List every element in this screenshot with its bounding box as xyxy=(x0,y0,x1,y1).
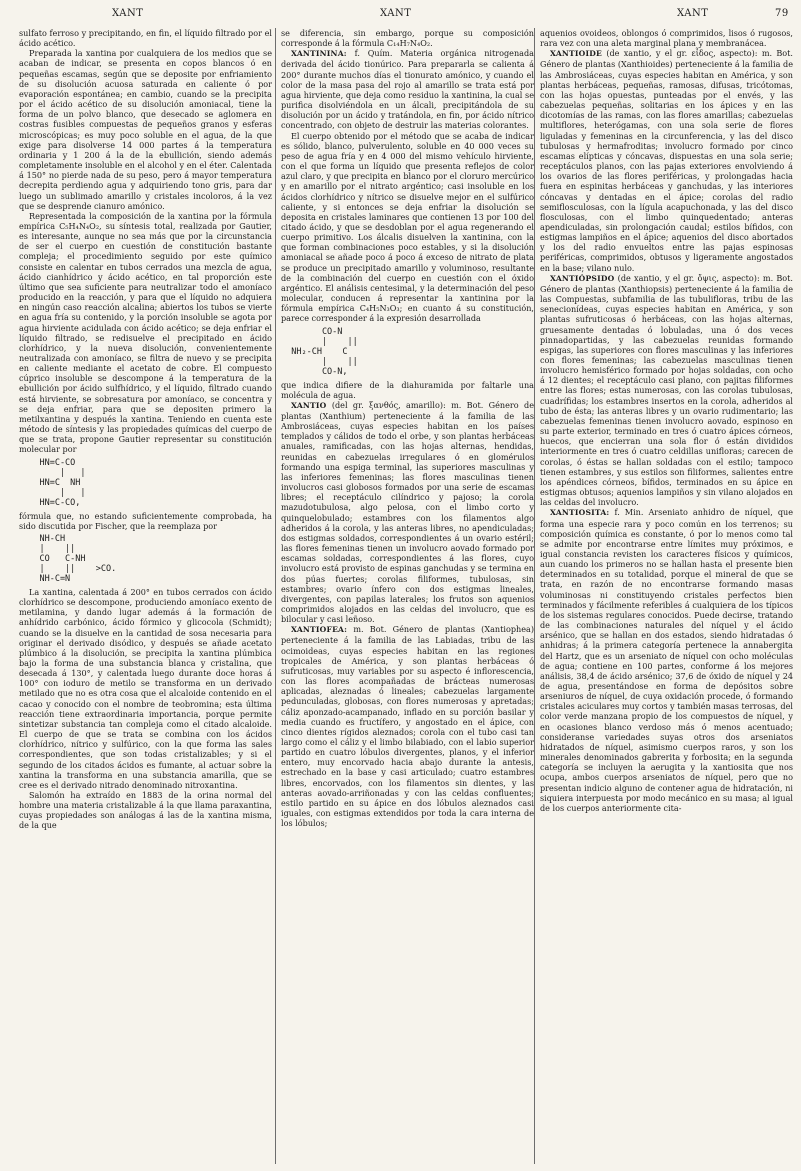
page-number: 79 xyxy=(775,8,789,19)
paragraph: Salomón ha extraído en 1883 de la orina normal del hombre una materia cristalizable á la que llama paraxantina, cuyas propiedades son análogas á las de la xantina misma, de la que xyxy=(19,790,272,831)
headword-xantiopsido: XANTIÓPSIDO xyxy=(550,273,615,283)
running-head-left: XANT xyxy=(112,8,144,19)
entry-text: (de xantio, y el gr. ὄψις, aspecto): m. Bot. Género de plantas (Xanthiopsis) perteneciente á la familia de las Compuestas, subfamilia de las tubulifloras, tribu de las senecionídeas, cuyas especies habitan en América, y son plantas sufruticosas ó herbáceas, con las hojas alternas, gruesamente dentadas ó lobuladas, una ó dos veces pinnadopartidas, y las cabezuelas reunidas formando espigas, las superiores con flores masculinas y las inferiores con flores femeninas; las cabezuelas masculinas tienen involucro hemisférico formado por hojas soldadas, con ocho á 12 dientes; el receptáculo casi plano, con pajitas filiformes entre las flores; estas numerosas, con las corolas tubulosas, cuadrífidas; los estambres insertos en la corola, adheridos al tubo de ésta; las anteras libres y un ovario rudimentario; las cabezuelas femeninas tienen involucro aovado, espinoso en su parte exterior, terminado en tres ó cuatro ápices córneos, huecos, que encierran una sola flor ó están divididos interiormente en tres ó cuatro celdillas unifloras; carecen de corolas, ó éstas se hallan soldadas con el estilo; tampoco tienen estambres, y sus estilos son filiformes, salientes entre los apéndices córneos, bífidos, terminados en su ápice en estigmas obtusos; aquenios lampiños y sin vilano alojados en las celdas del involucro. xyxy=(540,272,793,508)
paragraph: aquenios ovoideos, oblongos ó comprimidos, lisos ó rugosos, rara vez con una aleta marginal plana y membranácea. xyxy=(540,28,793,49)
entry-text: f. Quím. Materia orgánica nitrogenada derivada del ácido tionúrico. Para prepararla se calienta á 200° durante muchos días el tionurato amónico, y cuando el color de la masa pasa del rojo al amarillo se trata está por agua hirviente, que deja como residuo la xantinina, la cual se purifica disolviéndola en un álcali, precipitándola de su disolución por un ácido y tratándola, en fin, por ácido nítrico concentrado, con objeto de destruir las materias colorantes. xyxy=(281,48,534,131)
entry-text: f. Min. Arseniato anhidro de níquel, que forma una especie rara y poco común en los terrenos; su composición química es constante, ó por lo menos como tal se admite por encontrarse entre límites muy próximos, e igual constancia revisten los caracteres físicos y químicos, aun cuando los primeros no se hallan hasta el presente bien determinados en su totalidad, porque el mineral de que se trata, en razón de no encontrarse formando masas voluminosas ni constituyendo cristales perfectos bien terminados y fácilmente referibles á cualquiera de los típicos de los sistemas regulares conocidos. Puede decirse, tratando de las combinaciones naturales del níquel y el ácido arsénico, que se hallan en dos estados, siendo hidratadas ó anhidras; á la primera categoría pertenece la annabergita del Hartz, que es un arseniato de níquel con ocho moléculas de agua; contiene en 100 partes, conforme á los mejores análisis, 38,4 de ácido arsénico; 37,6 de óxido de níquel y 24 de agua, presentándose en forma de depósitos sobre arseniuros de níquel, de cuya oxidación procede, ó formando cristales aciculares muy cortos y también masas terrosas, del color verde manzana propio de los compuestos de níquel, y en ocasiones blanco verdoso más ó menos acentuado; consideranse variedades suyas otros dos arseniatos hidratados de níquel, asimismo cuerpos raros, y son los minerales denominados gabrerita y forbosita; en la segunda categoría se incluyen la aerugita y la xantiosita que nos ocupa, ambos cuerpos arseniatos de níquel, pero que no presentan indicio alguno de contener agua de hidratación, ni siquiera interpuesta por modo mecánico en su masa; al igual de los cuerpos anteriormente cita- xyxy=(540,507,793,813)
page-header xyxy=(0,8,801,24)
paragraph: se diferencia, sin embargo, porque su composición corresponde á la fórmula C₁₄H₇N₄O₂. xyxy=(281,28,534,49)
headword-xantiosita: XANTIOSITA: xyxy=(550,508,610,518)
headword-xantio: XANTIO xyxy=(291,400,327,410)
paragraph: El cuerpo obtenido por el método que se acaba de indicar es sólido, blanco, pulverulento, soluble en 40 000 veces su peso de agua fría y en 4 000 del mismo vehículo hirviente, con el que forma un líquido que presenta reflejos de color azul claro, y que precipita en blanco por el cloruro mercúrico y en amarillo por el nitrato argéntico; casi insoluble en los ácidos clorhídrico y nítrico se disuelve mejor en el sulfúrico caliente, y si entonces se deja enfriar la disolución se deposita en cristales laminares que contienen 13 por 100 del citado ácido, y que se desdoblan por el agua regenerando el cuerpo primitivo. Los álcalis disuelven la xantinina, con la que forman combinaciones poco estables, y si la disolución amoniacal se añade poco á poco á exceso de nitrato de plata se produce un precipitado amarillo y voluminoso, resultante de la combinación del cuerpo en cuestión con el óxido argéntico. El análisis centesimal, y la determinación del peso molecular, conducen á representar la xantinina por la fórmula empírica C₄H₅N₃O₃; en cuanto á su constitución, parece corresponder á la expresión desarrollada xyxy=(281,130,534,324)
column-left xyxy=(19,28,272,1164)
paragraph: La xantina, calentada á 200° en tubos cerrados con ácido clorhídrico se descompone, produciendo amoníaco exento de metilamina, y dando lugar además á la formación de anhídrido carbónico, ácido fórmico y glicocola (Schmidt); cuando se la disuelve en la cantidad de sosa necesaria para originar el derivado disódico, y después se añade acetato plúmbico á la disolución, se precipita la xantina plúmbica bajo la forma de una substancia blanca y cristalina, que desecada á 130°, y calentada luego durante doce horas á 100° con ioduro de metilo se transforma en un derivado metilado que no es otra cosa que el alcaloide contenido en el cacao y conocido con el nombre de teobromina; esta última reacción tiene extraordinaria importancia, porque permite sintetizar substancia tan compleja como el citado alcaloide. El cuerpo de que se trata se combina con los ácidos clorhídrico, nítrico y sulfúrico, con la que forma las sales correspondientes, que son todas cristalizables; y si el segundo de los citados ácidos es fumante, al actuar sobre la xantina la transforma en una substancia amarilla, que se cree es el derivado nitrado denominado nitroxantina. xyxy=(19,586,272,790)
paragraph: Representada la composición de la xantina por la fórmula empírica C₅H₄N₄O₂, su síntesis total, realizada por Gautier, es interesante, aunque no sea más que por la circunstancia de ser el cuerpo en cuestión de constitución bastante compleja; el procedimiento seguido por este químico consiste en calentar en tubos cerrados una mezcla de agua, ácido cianhídrico y ácido acético, en tal proporción este último que sea suficiente para neutralizar todo el amoníaco producido en la reacción, y para que el líquido no adquiera en ningún caso reacción alcalina; abiertos los tubos se vierte en agua fría su contenido, y la porción insoluble se agota por agua hirviente acidulada con ácido acético; se deja enfriar el líquido filtrado, se redisuelve el precipitado en ácido clorhídrico, y la nueva disolución, convenientemente neutralizada con amoníaco, se filtra de nuevo y se precipita en caliente mediante el acetato de cobre. El compuesto cúprico insoluble se descompone á la temperatura de la ebullición por ácido sulfhídrico, y el líquido, filtrado cuando está hirviente, se sobresatura por amoníaco, se concentra y se deja enfriar, para que se depositen primero la metilxantina y después la xantina. Teniendo en cuenta este método de síntesis y las propiedades químicas del cuerpo de que se trata, propone Gautier representar su constitución molecular por xyxy=(19,210,272,455)
headword-xantioide: XANTIOIDE xyxy=(550,49,602,59)
running-head-right: XANT xyxy=(677,8,709,19)
running-head-center: XANT xyxy=(380,8,412,19)
headword-xantiofea: XANTIOFEA: xyxy=(291,625,348,635)
column-middle xyxy=(281,28,534,1164)
formula-xantinina: CO-N | || NH₂-CH C | || CO-N, xyxy=(291,326,358,377)
column-divider-2 xyxy=(534,28,535,1164)
headword-xantinina: XANTININA: xyxy=(291,49,347,59)
paragraph: Preparada la xantina por cualquiera de los medios que se acaban de indicar, se presenta en copos blancos ó en pequeñas escamas, según que se deposite por enfriamiento de su disolución acuosa saturada en caliente ó por evaporación espontánea; en cambio, cuando se la precipita por el ácido acético de su disolución amoniacal, tiene la forma de un polvo blanco, que desecado se aglomera en costras fusibles compuestas de pequeños granos y esferas microscópicas; es muy poco soluble en el agua, de la que exige para disolverse 14 000 partes á la temperatura ordinaria y 1 200 á la de la ebullición, siendo además completamente insoluble en el alcohol y en el éter. Calentada á 150° no pierde nada de su peso, pero á mayor temperatura decrepita perdiendo agua y adquiriendo tono gris, para dar luego un sublimado amarillo y cristales incoloros, á la vez que se desprende cianuro amónico. xyxy=(19,48,272,211)
paragraph: sulfato ferroso y precipitando, en fin, el líquido filtrado por el ácido acético. xyxy=(19,28,272,49)
formula-fischer: NH-CH | || CO C-NH | || >CO. NH-C=N xyxy=(39,533,117,584)
column-right xyxy=(540,28,793,1164)
paragraph: fórmula que, no estando suficientemente comprobada, ha sido discutida por Fischer, que la reemplaza por xyxy=(19,510,272,531)
paragraph: que indica difiere de la diahuramida por faltarle una molécula de agua. xyxy=(281,379,534,400)
entry-text: (de xantio, y el gr. εἶδος, aspecto): m. Bot. Género de plantas (Xanthioides) perteneciente á la familia de las Ambrosiáceas, cuyas especies habitan en América, y son plantas herbáceas, pequeñas, ramosas, difusas, tricótomas, con las hojas opuestas, punteadas por el envés, y las cabezuelas pequeñas, solitarias en los ápices y en las dicotomías de las ramas, con las flores amarillas; cabezuelas multiflores, heterógamas, con una sola serie de flores liguladas y femeninas en la circunferencia, y las del disco tubulosas y hermafroditas; involucro formado por cinco escamas elípticas y cóncavas, dispuestas en una sola serie; receptáculos planos, con las pajas exteriores envolviendo á los ovarios de las flores periféricas, y prolongadas hacia fuera en espinitas herbáceas y ganchudas, y las interiores cóncavas y dentadas en el ápice; corolas del radio semiflosculosas, con la lígula acapuchonada, y las del disco flosculosas, con el limbo quinquedentado; anteras apendiculadas, sin prolongación caudal; estilos bífidos, con estigmas lampiños en el ápice; aquenios del disco abortados y los del radio envueltos entre las pajas espinosas periféricas, comprimidos, obtusos y ligeramente angostados en la base; vilano nulo. xyxy=(540,48,793,273)
column-divider-1 xyxy=(275,28,276,1164)
formula-gautier: HN=C-CO | | HN=C NH | | HN=C-CO, xyxy=(39,457,86,508)
entry-text: (del gr. ξανθός, amarillo): m. Bot. Género de plantas (Xanthium) perteneciente á la familia de las Ambrosiáceas, cuyas especies habitan en los países templados y cálidos de todo el orbe, y son plantas herbáceas anuales, ramificadas, con las hojas alternas, hendidas, reunidas en cabezuelas irregulares ó en glomérulos formando una espiga terminal, las superiores masculinas y las inferiores femeninas; las flores masculinas tienen involucros casi globosos formados por una serie de escamas libres; el receptáculo cilíndrico y pajoso; la corola mazudotubulosa, algo pelosa, con el limbo corto y quinquelobulado; estambres con los filamentos algo adheridos á la corola, y las anteras libres, no apendiculadas; dos estigmas soldados, correspondientes á un ovario estéril; las flores femeninas tienen un involucro aovado formado por escamas soldadas, correspondientes á las flores, cuyo involucro está provisto de espinas ganchudas y se termina en dos púas fuertes; corolas filiformes, tubulosas, sin estambres; ovario ínfero con dos estigmas lineales, divergentes, con papilas laterales; los frutos son aquenios comprimidos alojados en las celdas del involucro, que es bilocular y casi leñoso. xyxy=(281,399,534,625)
entry-text: m. Bot. Género de plantas (Xantiophea) perteneciente á la familia de las Labiadas, tribu de las ocimoideas, cuyas especies habitan en las regiones tropicales de América, y son plantas herbáceas ó sufruticosas, muy variables por su aspecto é inflorescencia, con las flores acompañadas de brácteas numerosas aplicadas, aleznadas ó lineales; cabezuelas largamente pedunculadas, globosas, con flores numerosas y apretadas; cáliz aponzado-acampanado, inflado en su porción basilar y media cuando es fructífero, y angostado en el ápice, con cinco dientes rígidos aleznados; corola con el tubo casi tan largo como el cáliz y el limbo bilabiado, con el labio superior partido en cuatro lóbulos divergentes, planos, y el inferior entero, muy encorvado hacia abajo durante la antesis, estrechado en la base y casi articulado; cuatro estambres libres, encorvados, con los filamentos sin dientes, y las anteras aovado-arriñonadas y con las celdas confluentes; estilo partido en su ápice en dos lóbulos aleznados casi iguales, con estigmas extendidos por toda la cara interna de los lóbulos; xyxy=(281,624,534,829)
